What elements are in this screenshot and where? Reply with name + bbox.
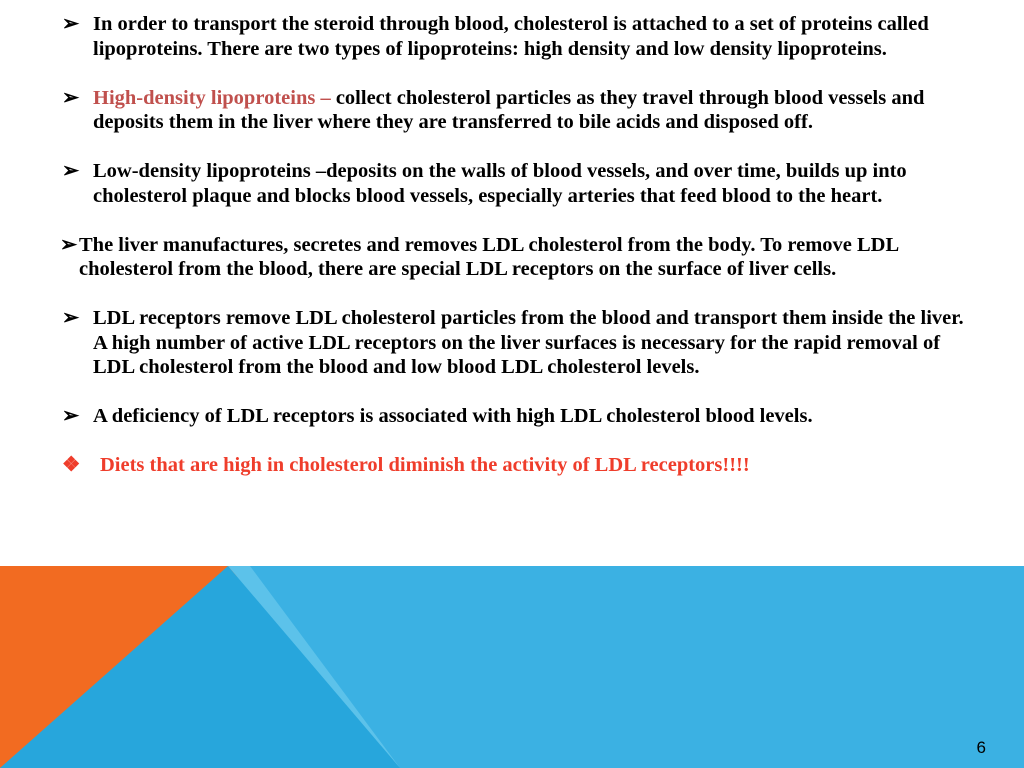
slide-content: [62, 12, 972, 502]
hdl-highlight-term: High-density lipoproteins –: [93, 86, 336, 109]
paragraph-text: A deficiency of LDL receptors is associated with high LDL cholesterol blood levels.: [93, 405, 813, 427]
bullet-paragraph-diets: [62, 453, 972, 478]
paragraph-text: Diets that are high in cholesterol diminish the activity of LDL receptors!!!!: [100, 454, 750, 476]
paragraph-text: The liver manufactures, secretes and removes LDL cholesterol from the body. To remove LDL cholesterol from the blood, there are special LDL receptors on the surface of liver cells.: [79, 233, 899, 280]
arrow-bullet-icon: ➢: [62, 405, 80, 427]
diamond-bullet-icon: ❖: [62, 454, 81, 476]
paragraph-text: In order to transport the steroid through blood, cholesterol is attached to a set of proteins called lipoproteins. There are two types of lipoproteins: high density and low density lipoproteins.: [93, 13, 929, 60]
bullet-paragraph-ldl: [62, 159, 972, 208]
bullet-paragraph-receptors: [62, 306, 972, 380]
paragraph-text: Low-density lipoproteins –deposits on the walls of blood vessels, and over time, builds up into cholesterol plaque and blocks blood vessels, especially arteries that feed blood to the heart.: [93, 160, 907, 207]
arrow-bullet-icon: ➢: [62, 13, 80, 35]
paragraph-text: LDL receptors remove LDL cholesterol particles from the blood and transport them inside the liver. A high number of active LDL receptors on the liver surfaces is necessary for the rapid removal of LDL cholesterol from the blood and low blood LDL cholesterol levels.: [93, 307, 964, 378]
page-number: 6: [976, 738, 986, 757]
arrow-bullet-icon: ➢: [62, 160, 80, 182]
bullet-paragraph-deficiency: [62, 404, 972, 429]
arrow-bullet-icon: ➢: [62, 307, 80, 329]
arrow-bullet-icon: ➢: [62, 86, 80, 109]
bullet-paragraph-transport: [62, 12, 972, 61]
arrow-bullet-icon: ➢: [60, 233, 78, 256]
bullet-paragraph-hdl: [62, 86, 972, 135]
bullet-paragraph-liver: [60, 233, 972, 282]
paragraph-text: collect cholesterol particles as they travel through blood vessels and deposits them in the liver where they are transferred to bile acids and disposed off.: [93, 86, 925, 133]
